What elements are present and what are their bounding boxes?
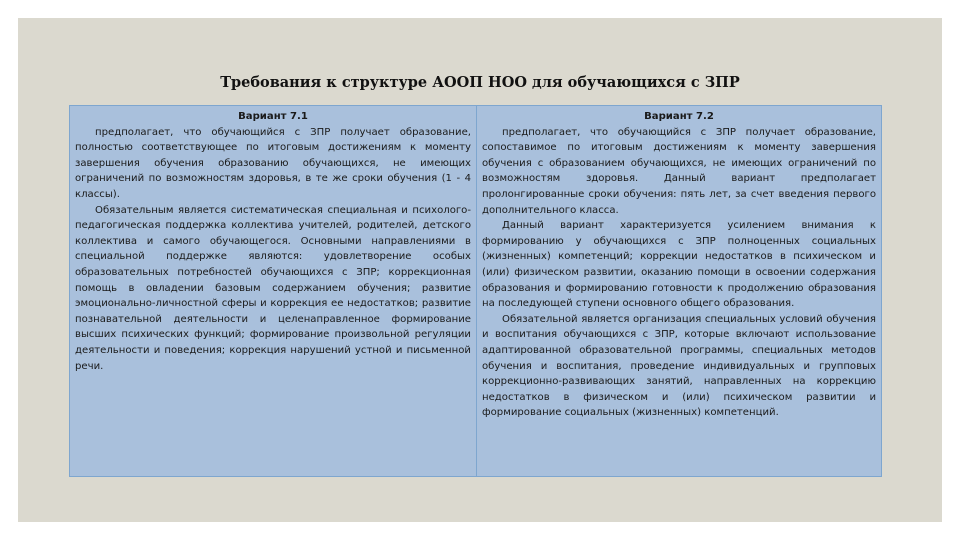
slide — [18, 18, 942, 522]
variant-7-1-paragraph: предполагает, что обучающийся с ЗПР получает образование, полностью соответствующее по итоговым достижениям к моменту завершения обучения образованию обучающихся, не имеющих ограничений по возможностям здоровья, в те же сроки обучения (1 - 4 классы). — [75, 126, 471, 200]
variant-7-2-paragraph: Обязательной является организация специальных условий обучения и воспитания обучающихся с ЗПР, которые включают использование адаптированной образовательной программы, специальных методов обучения и воспитания, проведение индивидуальных и групповых коррекционно-развивающих занятий, направленных на коррекцию недостатков в физическом и (или) психическом развитии и формирование социальных (жизненных) компетенций. — [482, 313, 876, 419]
variant-7-1-paragraph: Обязательным является систематическая специальная и психолого-педагогическая поддержка коллектива учителей, родителей, детского коллектива и самого обучающегося. Основными направлениями в специальной поддержке являются: удовлетворение особых образовательных потребностей обучающихся с ЗПР; коррекционная помощь в овладении базовым содержанием обучения; развитие эмоционально-личностной сферы и коррекция ее недостатков; развитие познавательной деятельности и целенаправленное формирование высших психических функций; формирование произвольной регуляции деятельности и поведения; коррекция нарушений устной и письменной речи. — [75, 204, 471, 372]
variant-7-2-heading: Вариант 7.2 — [644, 111, 714, 122]
variant-7-1-heading: Вариант 7.1 — [238, 111, 308, 122]
slide-title: Требования к структуре АООП НОО для обучающихся с ЗПР — [220, 74, 740, 91]
variant-7-1-column — [70, 106, 477, 476]
variant-7-2-paragraph: предполагает, что обучающийся с ЗПР получает образование, сопоставимое по итоговым достижениям к моменту завершения обучения с образованием обучающихся, не имеющих ограничений по возможностям здоровья. Данный вариант предполагает пролонгированные сроки обучения: пять лет, за счет введения первого дополнительного класса. — [482, 126, 876, 216]
comparison-table — [69, 105, 882, 477]
variant-7-2-paragraph: Данный вариант характеризуется усилением внимания к формированию у обучающихся с ЗПР полноценных социальных (жизненных) компетенций; коррекции недостатков в психическом и (или) физическом развитии, оказанию помощи в освоении содержания образования и формированию готовности к продолжению образования на последующей ступени основного общего образования. — [482, 220, 876, 310]
variant-7-2-column — [477, 106, 881, 476]
